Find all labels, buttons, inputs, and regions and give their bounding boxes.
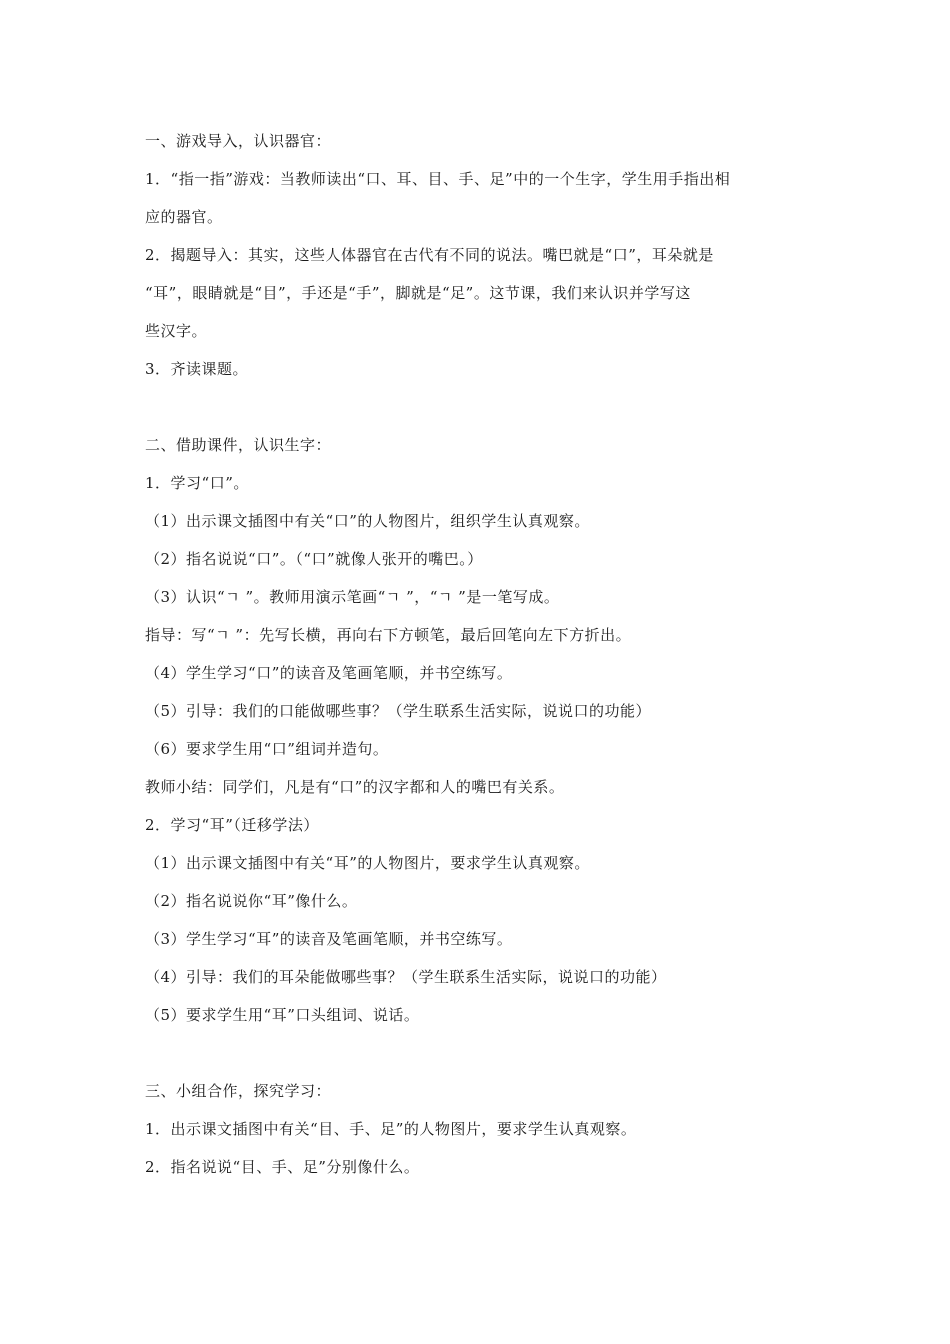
- paragraph-line: （3）学生学习“耳”的读音及笔画笔顺，并书空练写。: [145, 930, 513, 948]
- paragraph-line: 1．学习“口”。: [145, 474, 249, 492]
- document-body: [145, 122, 815, 1186]
- blank-line: [145, 1034, 815, 1072]
- paragraph-line: 1．“指一指”游戏：当教师读出“口、耳、目、手、足”中的一个生字，学生用手指出相: [145, 170, 731, 188]
- paragraph-line: （5）引导：我们的口能做哪些事？（学生联系生活实际，说说口的功能）: [145, 702, 652, 720]
- paragraph-line: （2）指名说说“口”。（“口”就像人张开的嘴巴。）: [145, 550, 483, 568]
- paragraph-line: （3）认识“ㄱ ”。教师用演示笔画“ㄱ ”，“ㄱ ”是一笔写成。: [145, 588, 560, 606]
- section-heading-1: 一、游戏导入，认识器官：: [145, 132, 332, 150]
- section-heading-3: 三、小组合作，探究学习：: [145, 1082, 332, 1100]
- paragraph-line: 指导：写“ㄱ ”：先写长横，再向右下方顿笔，最后回笔向左下方折出。: [145, 626, 632, 644]
- paragraph-line: （2）指名说说你“耳”像什么。: [145, 892, 358, 910]
- paragraph-line: 教师小结：同学们，凡是有“口”的汉字都和人的嘴巴有关系。: [145, 778, 565, 796]
- paragraph-line: 3．齐读课题。: [145, 360, 249, 378]
- paragraph-line: 1．出示课文插图中有关“目、手、足”的人物图片，要求学生认真观察。: [145, 1120, 637, 1138]
- paragraph-line: （6）要求学生用“口”组词并造句。: [145, 740, 389, 758]
- paragraph-line: 2．揭题导入：其实，这些人体器官在古代有不同的说法。嘴巴就是“口”，耳朵就是: [145, 246, 714, 264]
- paragraph-line: 2．指名说说“目、手、足”分别像什么。: [145, 1158, 420, 1176]
- paragraph-line: （1）出示课文插图中有关“口”的人物图片，组织学生认真观察。: [145, 512, 590, 530]
- paragraph-line: 些汉字。: [145, 322, 208, 340]
- section-heading-2: 二、借助课件，认识生字：: [145, 436, 332, 454]
- paragraph-line: 2．学习“耳”（迁移学法）: [145, 816, 319, 834]
- paragraph-line: 应的器官。: [145, 208, 223, 226]
- blank-line: [145, 388, 815, 426]
- paragraph-line: “耳”，眼睛就是“目”，手还是“手”，脚就是“足”。这节课，我们来认识并学写这: [145, 284, 691, 302]
- paragraph-line: （4）引导：我们的耳朵能做哪些事？（学生联系生活实际，说说口的功能）: [145, 968, 667, 986]
- paragraph-line: （1）出示课文插图中有关“耳”的人物图片，要求学生认真观察。: [145, 854, 590, 872]
- paragraph-line: （4）学生学习“口”的读音及笔画笔顺，并书空练写。: [145, 664, 513, 682]
- paragraph-line: （5）要求学生用“耳”口头组词、说话。: [145, 1006, 420, 1024]
